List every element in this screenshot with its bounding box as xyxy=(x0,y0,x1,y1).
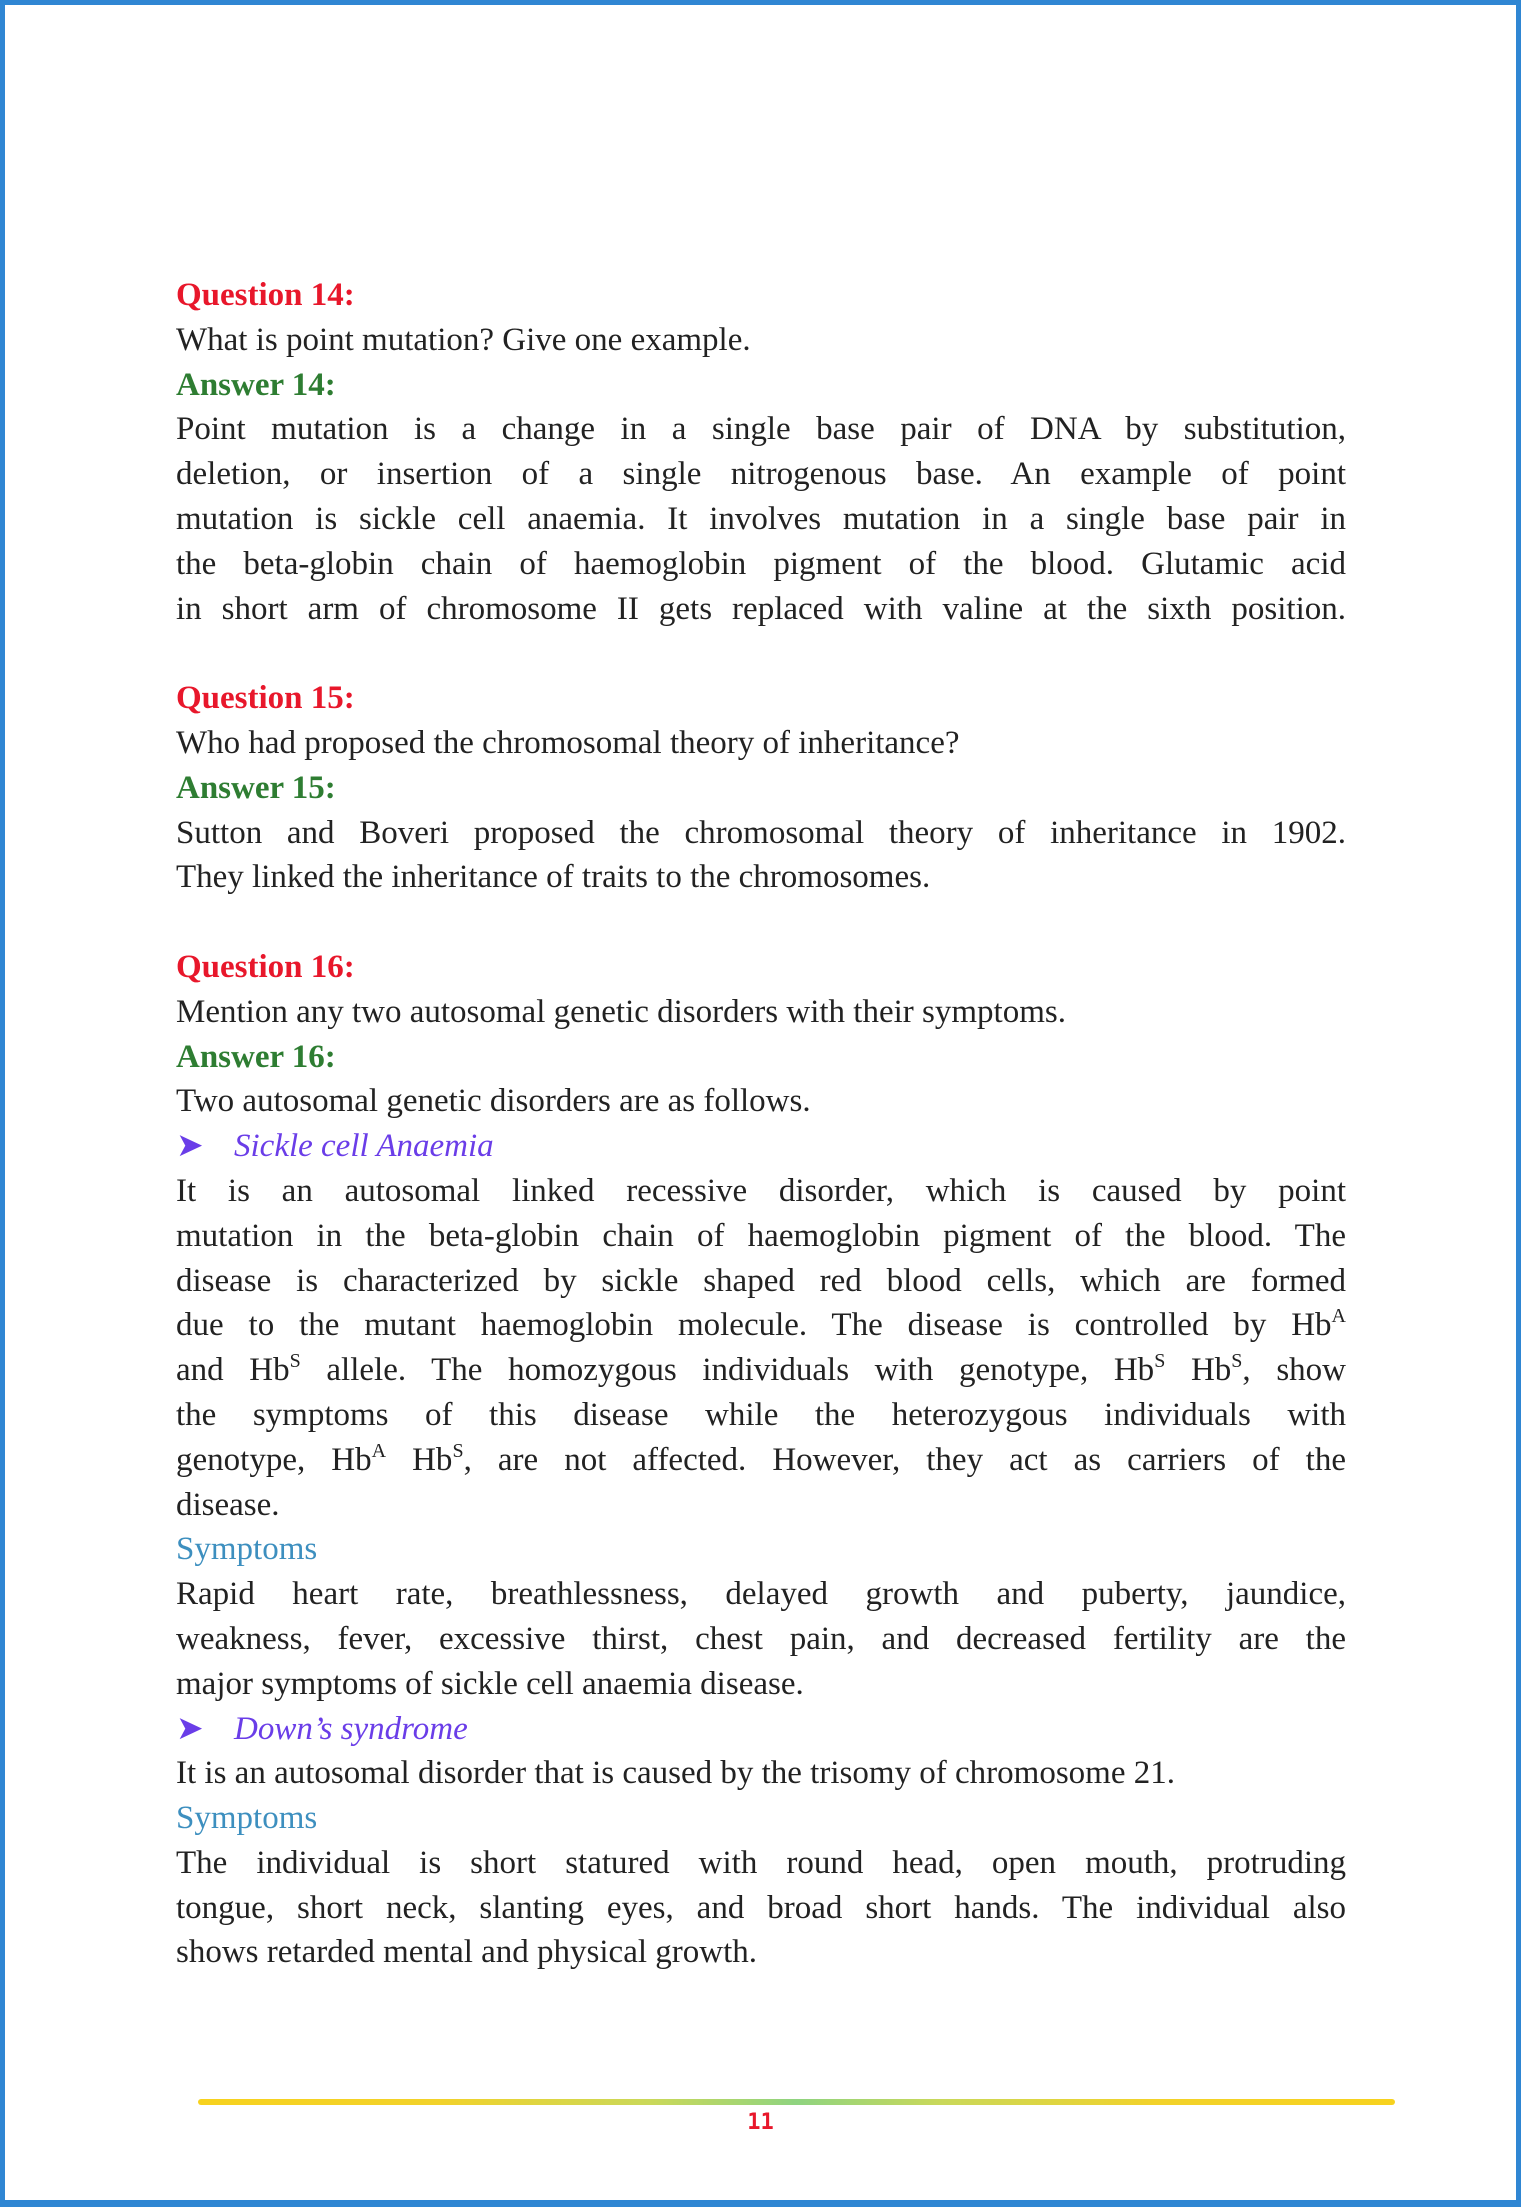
question-15-label: Question 15: xyxy=(176,680,355,717)
disorder-heading-sickle-cell xyxy=(176,1124,1346,1169)
arrow-bullet-icon: ➤ xyxy=(176,1710,204,1747)
page-content xyxy=(176,273,1346,1975)
disorder-text-line xyxy=(176,1438,1346,1483)
disorder-title: Down’s syndrome xyxy=(234,1710,468,1747)
page-number: 11 xyxy=(747,2110,774,2135)
answer-15-line: They linked the inheritance of traits to the chromosomes. xyxy=(176,859,931,896)
symptoms-line: Rapid heart rate, breathlessness, delayed growth and puberty, jaundice, xyxy=(176,1576,1346,1613)
footer-divider xyxy=(198,2099,1395,2105)
text-run: due to the mutant haemoglobin molecule. The disease is controlled by Hb xyxy=(176,1307,1332,1344)
answer-14-line: the beta-globin chain of haemoglobin pigment of the blood. Glutamic acid xyxy=(176,545,1346,582)
symptoms-line: major symptoms of sickle cell anaemia disease. xyxy=(176,1665,804,1702)
text-run: Hb xyxy=(1165,1352,1232,1389)
answer-16-label: Answer 16: xyxy=(176,1038,336,1075)
text-run: genotype, Hb xyxy=(176,1441,372,1478)
text-run: , show xyxy=(1242,1352,1346,1389)
disorder-title: Sickle cell Anaemia xyxy=(234,1128,494,1165)
disorder-text-line xyxy=(176,1303,1346,1348)
disorder-heading-downs-syndrome xyxy=(176,1707,1346,1752)
page xyxy=(5,5,1516,2200)
symptoms-heading: Symptoms xyxy=(176,1531,318,1568)
superscript: A xyxy=(371,1439,387,1462)
symptoms-line: The individual is short statured with round head, open mouth, protruding xyxy=(176,1844,1346,1881)
disorder-text-line: mutation in the beta-globin chain of haemoglobin pigment of the blood. The xyxy=(176,1217,1346,1254)
spacer xyxy=(176,900,1346,945)
question-15-text: Who had proposed the chromosomal theory of inheritance? xyxy=(176,724,960,761)
disorder-text-line: disease is characterized by sickle shaped red blood cells, which are formed xyxy=(176,1262,1346,1299)
question-14-text: What is point mutation? Give one example. xyxy=(176,321,751,358)
text-run: Hb xyxy=(386,1441,453,1478)
disorder-text-line: the symptoms of this disease while the heterozygous individuals with xyxy=(176,1396,1346,1433)
text-run: and Hb xyxy=(176,1352,290,1389)
symptoms-line: tongue, short neck, slanting eyes, and broad short hands. The individual also xyxy=(176,1889,1346,1926)
spacer xyxy=(176,631,1346,676)
answer-14-line: Point mutation is a change in a single base pair of DNA by substitution, xyxy=(176,411,1346,448)
question-16-text: Mention any two autosomal genetic disorders with their symptoms. xyxy=(176,993,1066,1030)
symptoms-line: weakness, fever, excessive thirst, chest pain, and decreased fertility are the xyxy=(176,1620,1346,1657)
superscript: S xyxy=(452,1439,464,1462)
disorder-text-line: It is an autosomal disorder that is caused by the trisomy of chromosome 21. xyxy=(176,1755,1175,1792)
disorder-text-line xyxy=(176,1348,1346,1393)
answer-14-line: deletion, or insertion of a single nitrogenous base. An example of point xyxy=(176,456,1346,493)
superscript: S xyxy=(1231,1350,1243,1373)
superscript: A xyxy=(1331,1305,1346,1328)
superscript: S xyxy=(289,1350,301,1373)
question-14-label: Question 14: xyxy=(176,277,355,313)
question-16-label: Question 16: xyxy=(176,948,355,985)
disorder-text-line: It is an autosomal linked recessive disorder, which is caused by point xyxy=(176,1172,1346,1209)
text-run: allele. The homozygous individuals with genotype, Hb xyxy=(300,1352,1155,1389)
answer-14-line: in short arm of chromosome II gets replaced with valine at the sixth position. xyxy=(176,590,1346,627)
answer-16-intro: Two autosomal genetic disorders are as follows. xyxy=(176,1083,811,1120)
answer-15-line: Sutton and Boveri proposed the chromosomal theory of inheritance in 1902. xyxy=(176,814,1346,851)
symptoms-heading: Symptoms xyxy=(176,1800,318,1837)
arrow-bullet-icon: ➤ xyxy=(176,1128,204,1165)
disorder-text-line: disease. xyxy=(176,1486,280,1523)
answer-15-label: Answer 15: xyxy=(176,769,336,806)
symptoms-line: shows retarded mental and physical growth. xyxy=(176,1934,758,1971)
answer-14-line: mutation is sickle cell anaemia. It involves mutation in a single base pair in xyxy=(176,500,1346,537)
answer-14-label: Answer 14: xyxy=(176,366,336,403)
text-run: , are not affected. However, they act as carriers of the xyxy=(463,1441,1346,1478)
superscript: S xyxy=(1154,1350,1166,1373)
